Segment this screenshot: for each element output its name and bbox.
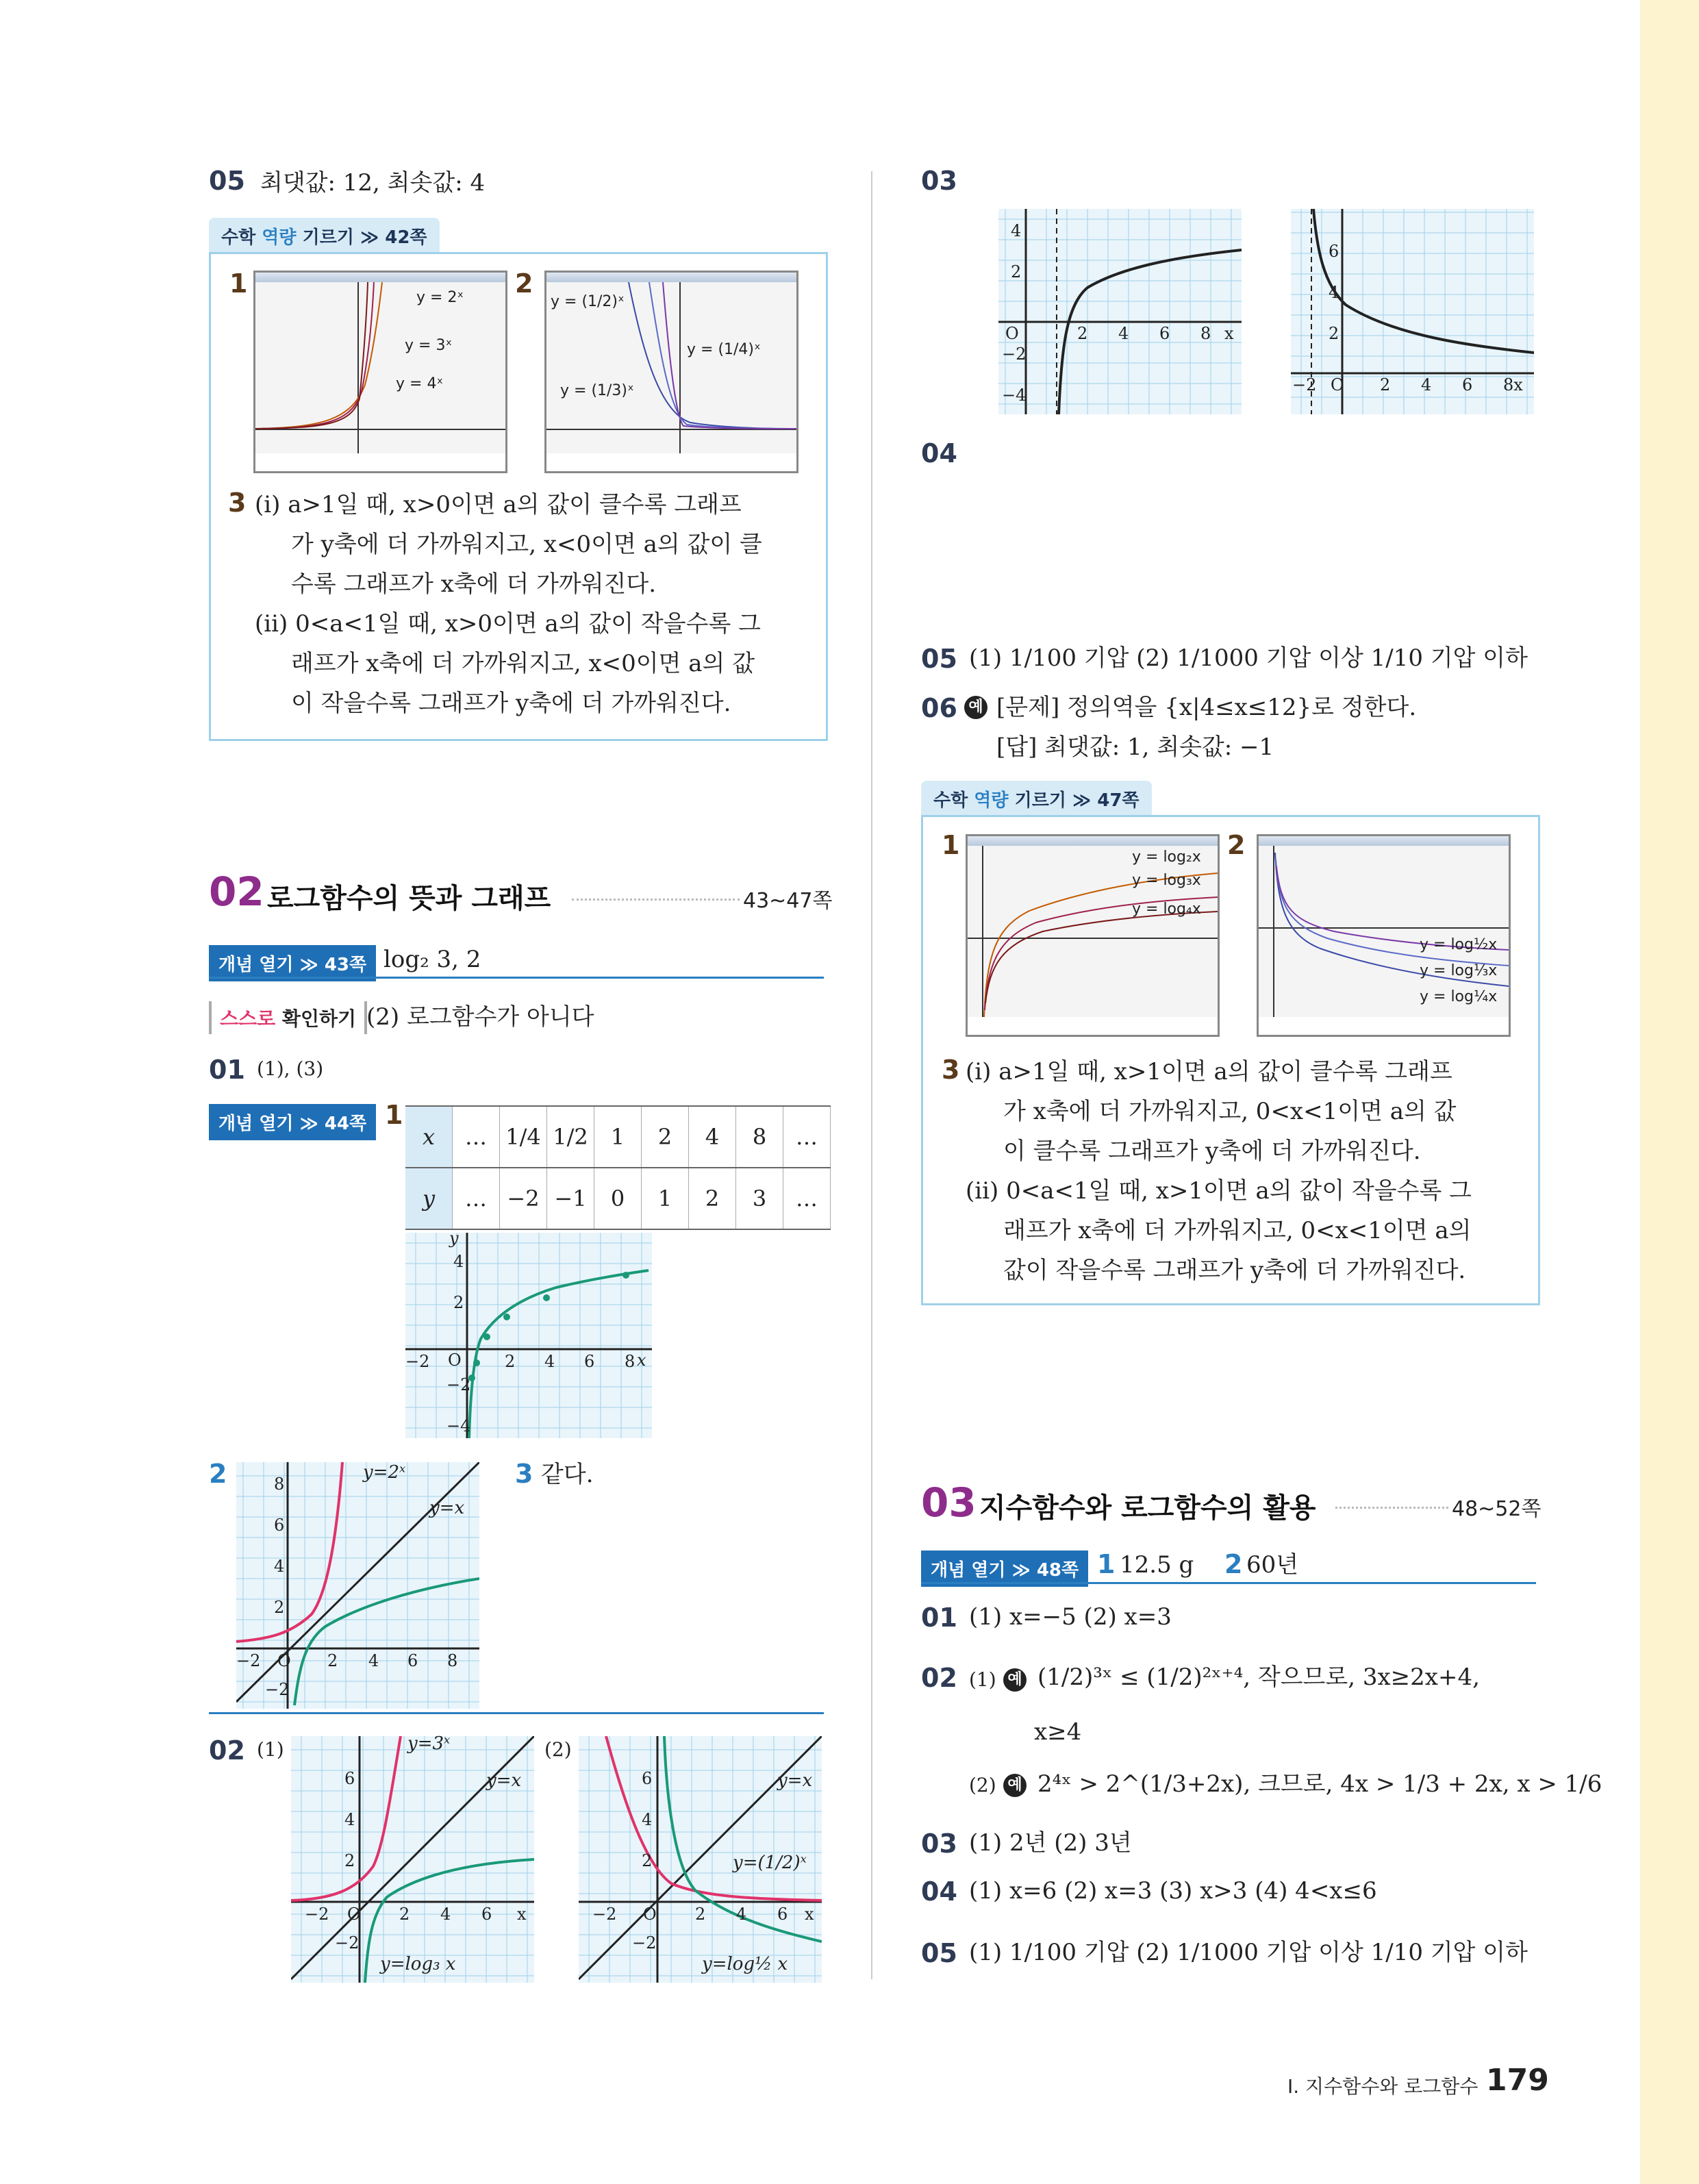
- value-table-x-cell: …: [783, 1106, 831, 1168]
- svg-text:6: 6: [344, 1769, 355, 1788]
- cap1-item3-line-2: 가 y축에 더 가까워지고, x<0이면 a의 값이 클: [291, 531, 762, 558]
- cap1-item3-line-1: (i) a>1일 때, x>0이면 a의 값이 클수록 그래프: [255, 491, 742, 518]
- svg-text:6: 6: [274, 1516, 285, 1535]
- log2-graph-origin: O: [448, 1351, 462, 1370]
- value-table-y-cell: −1: [547, 1168, 594, 1229]
- cap1-fig2-label-2: y = (1/4)ˣ: [687, 341, 761, 358]
- svg-text:4: 4: [1421, 375, 1432, 394]
- concept-48-a1-number: 1: [1097, 1549, 1116, 1579]
- svg-text:6: 6: [584, 1352, 595, 1371]
- svg-text:−2: −2: [335, 1933, 360, 1953]
- right-q06-number: 06: [921, 693, 957, 723]
- right-s3-q05-answer: (1) 1/100 기압 (2) 1/1000 기압 이상 1/10 기압 이하: [969, 1939, 1528, 1966]
- value-table-y-cell: −2: [500, 1168, 547, 1229]
- cap2-fig2-label-3: y = log¼x: [1420, 988, 1498, 1005]
- log2-graph-y-label: y: [449, 1229, 459, 1248]
- value-table-x-label: x: [405, 1106, 453, 1168]
- capacity-tag-42: 수학 역량 기르기 ≫ 42쪽: [209, 218, 440, 254]
- cap2-fig1-screenshot: [966, 834, 1220, 1037]
- q02-g1-line-label: y=x: [486, 1770, 522, 1791]
- value-table-x-cell: 8: [736, 1106, 783, 1168]
- cap2-item3-line-2: 가 x축에 더 가까워지고, 0<x<1이면 a의 값: [1003, 1098, 1457, 1125]
- value-table-y-cell: …: [453, 1168, 500, 1229]
- cap1-item3-line-6: 이 작을수록 그래프가 y축에 더 가까워진다.: [291, 690, 731, 717]
- right-s3-q02-part1: (1): [969, 1668, 996, 1691]
- svg-text:4: 4: [1329, 283, 1339, 302]
- cap1-item3-line-5: 래프가 x축에 더 가까워지고, x<0이면 a의 값: [291, 650, 755, 677]
- concept-tag-44: 개념 열기 ≫ 44쪽: [209, 1104, 376, 1140]
- self-check-answer: (2) 로그함수가 아니다: [366, 1003, 594, 1031]
- svg-text:2: 2: [642, 1851, 653, 1870]
- svg-text:8: 8: [274, 1474, 285, 1494]
- cap2-fig1-label-3: y = log₄x: [1132, 901, 1201, 918]
- svg-text:−2: −2: [1292, 375, 1317, 394]
- concept-43-answer: log₂ 3, 2: [383, 946, 481, 973]
- svg-text:−4: −4: [446, 1416, 471, 1435]
- cap1-fig2-label-1: y = (1/2)ˣ: [551, 293, 625, 310]
- graph2-line-label: y=x: [429, 1498, 465, 1518]
- section-02-title: 로그함수의 뜻과 그래프: [267, 883, 551, 914]
- concept-43-rule: [209, 977, 824, 979]
- svg-text:8: 8: [625, 1352, 635, 1371]
- svg-text:−2: −2: [632, 1933, 657, 1953]
- right-q06-line-2: [답] 최댓값: 1, 최솟값: −1: [996, 733, 1274, 761]
- right-q05-answer: (1) 1/100 기압 (2) 1/1000 기압 이상 1/10 기압 이하: [969, 644, 1528, 672]
- right-q06-example-badge: 예: [964, 696, 987, 719]
- left-q05-number: 05: [209, 166, 245, 196]
- svg-text:2: 2: [274, 1598, 285, 1617]
- right-s3-q04-number: 04: [921, 1877, 957, 1907]
- cap2-item3-line-1: (i) a>1일 때, x>1이면 a의 값이 클수록 그래프: [966, 1058, 1452, 1085]
- svg-text:x: x: [517, 1905, 527, 1924]
- value-table-y-label: y: [405, 1168, 453, 1229]
- capacity-tag-47: 수학 역량 기르기 ≫ 47쪽: [921, 781, 1152, 817]
- svg-text:−2: −2: [1002, 344, 1027, 364]
- svg-text:2: 2: [695, 1905, 706, 1924]
- right-s3-q05-number: 05: [921, 1938, 957, 1968]
- log2-graph: [405, 1229, 652, 1438]
- cap1-fig1-number: 1: [229, 268, 248, 299]
- self-check-tag: 스스로 확인하기: [209, 1001, 367, 1034]
- concept-44-item3-number: 3: [515, 1459, 533, 1489]
- cap1-fig2-number: 2: [515, 268, 533, 299]
- concept-tag-48: 개념 열기 ≫ 48쪽: [921, 1551, 1088, 1587]
- cap1-fig2-label-3: y = (1/3)ˣ: [560, 382, 634, 399]
- cap2-fig2-number: 2: [1227, 830, 1246, 860]
- svg-text:2: 2: [344, 1851, 355, 1870]
- side-band: [1640, 0, 1699, 2184]
- svg-text:2: 2: [1077, 324, 1088, 343]
- cap1-item3-line-4: (ii) 0<a<1일 때, x>0이면 a의 값이 작을수록 그: [255, 610, 761, 638]
- footer-page-number: 179: [1486, 2063, 1549, 2098]
- q02-g1-log-label: y=log₃ x: [380, 1954, 456, 1974]
- svg-text:2: 2: [399, 1905, 410, 1924]
- value-table-y-cell: 3: [736, 1168, 783, 1229]
- svg-text:8x: 8x: [1503, 375, 1523, 394]
- cap2-fig2-screenshot: [1257, 834, 1511, 1037]
- svg-text:−2: −2: [592, 1905, 617, 1924]
- log2-graph-x-label: x: [637, 1351, 646, 1370]
- concept-44-item1-number: 1: [385, 1100, 403, 1130]
- cap2-item3-line-6: 값이 작을수록 그래프가 y축에 더 가까워진다.: [1003, 1257, 1466, 1284]
- right-s3-q02-part2: (2): [969, 1774, 996, 1796]
- cap2-item3-line-5: 래프가 x축에 더 가까워지고, 0<x<1이면 a의: [1003, 1217, 1472, 1244]
- right-q06-line-1: [문제] 정의역을 {x|4≤x≤12}로 정한다.: [996, 694, 1417, 721]
- right-s3-q02-line-3: 2⁴ˣ > 2^(1/3+2x), 크므로, 4x > 1/3 + 2x, x > 1/6: [1037, 1770, 1602, 1798]
- section-03-pages: 48~52쪽: [1452, 1497, 1541, 1521]
- concept-48-a2-number: 2: [1224, 1549, 1243, 1579]
- svg-text:4: 4: [344, 1810, 355, 1829]
- cap1-item3-number: 3: [228, 488, 247, 518]
- footer-chapter: Ⅰ. 지수함수와 로그함수: [1287, 2075, 1478, 2098]
- value-table-x-cell: 4: [689, 1106, 736, 1168]
- svg-text:8: 8: [447, 1651, 458, 1670]
- svg-text:4: 4: [368, 1651, 379, 1670]
- concept-tag-43: 개념 열기 ≫ 43쪽: [209, 945, 376, 981]
- svg-text:4: 4: [736, 1905, 747, 1924]
- value-table-y-cell: 2: [689, 1168, 736, 1229]
- concept-48-a1: 12.5 g: [1120, 1551, 1194, 1579]
- value-table-y-cell: …: [783, 1168, 831, 1229]
- svg-text:−4: −4: [1002, 386, 1027, 405]
- right-s3-q01-number: 01: [921, 1603, 957, 1633]
- svg-text:−2: −2: [305, 1905, 329, 1924]
- svg-text:−2: −2: [405, 1352, 430, 1371]
- left-q01-number: 01: [209, 1055, 245, 1085]
- q02-graph-1: [291, 1733, 534, 1983]
- right-q04-number: 04: [921, 438, 957, 468]
- value-table-y-row: [405, 1168, 831, 1229]
- cap2-item3-line-3: 이 클수록 그래프가 y축에 더 가까워진다.: [1003, 1138, 1421, 1165]
- right-q05-number: 05: [921, 644, 957, 674]
- svg-text:2: 2: [505, 1352, 516, 1371]
- concept-44-item2-number: 2: [209, 1459, 227, 1489]
- svg-text:O: O: [1005, 324, 1019, 343]
- left-q02-number: 02: [209, 1735, 245, 1766]
- section-02-pages: 43~47쪽: [743, 889, 833, 913]
- svg-text:6: 6: [777, 1905, 788, 1924]
- column-divider: [871, 171, 872, 1979]
- svg-text:O: O: [1331, 375, 1344, 394]
- cap2-item3-number: 3: [942, 1055, 960, 1085]
- q02-g2-exp-label: y=(1/2)ˣ: [733, 1853, 807, 1873]
- svg-text:4: 4: [453, 1252, 464, 1271]
- q03-graph-1: [998, 209, 1242, 414]
- left-q05-text: 최댓값: 12, 최솟값: 4: [260, 169, 486, 197]
- right-s3-q02-line-2: x≥4: [1034, 1718, 1082, 1746]
- value-table: [405, 1105, 831, 1230]
- svg-text:6: 6: [1329, 242, 1339, 261]
- right-s3-q02-example-badge-2: 예: [1003, 1774, 1027, 1797]
- svg-text:2: 2: [453, 1293, 464, 1312]
- svg-text:4: 4: [544, 1352, 555, 1371]
- left-q01-answer: (1), (3): [257, 1057, 324, 1080]
- cap2-fig1-label-1: y = log₂x: [1132, 849, 1201, 866]
- q02-g2-line-label: y=x: [777, 1770, 813, 1791]
- concept-48-a2: 60년: [1246, 1551, 1299, 1579]
- section-02-number: 02: [209, 868, 264, 915]
- cap1-fig1-label-1: y = 2ˣ: [416, 289, 464, 306]
- value-table-x-cell: 1/2: [547, 1106, 594, 1168]
- section-02-leader: [572, 899, 740, 901]
- svg-text:4: 4: [274, 1557, 285, 1576]
- left-q02-part1: (1): [257, 1738, 284, 1761]
- value-table-x-row: [405, 1106, 831, 1168]
- value-table-y-cell: 1: [642, 1168, 689, 1229]
- q02-g2-log-label: y=log½ x: [702, 1954, 788, 1974]
- svg-text:2: 2: [1380, 375, 1391, 394]
- q02-g1-exp-label: y=3ˣ: [407, 1733, 451, 1754]
- svg-text:2: 2: [1329, 324, 1339, 343]
- graph2-exp-label: y=2ˣ: [363, 1462, 406, 1483]
- svg-text:2: 2: [1011, 262, 1022, 281]
- svg-text:x: x: [1224, 324, 1234, 343]
- cap2-fig2-label-1: y = log½x: [1420, 936, 1498, 953]
- right-s3-q04-answer: (1) x=6 (2) x=3 (3) x>3 (4) 4<x≤6: [969, 1877, 1377, 1905]
- concept-48-rule: [921, 1582, 1536, 1584]
- value-table-x-cell: 1/4: [500, 1106, 547, 1168]
- svg-text:−2: −2: [236, 1651, 261, 1670]
- q03-graph-2: [1291, 209, 1534, 414]
- cap2-item3-line-4: (ii) 0<a<1일 때, x>1이면 a의 값이 작을수록 그: [966, 1177, 1472, 1205]
- svg-text:8: 8: [1200, 324, 1211, 343]
- svg-text:2: 2: [327, 1651, 338, 1670]
- cap1-fig1-label-3: y = 4ˣ: [396, 375, 444, 392]
- svg-text:6: 6: [1462, 375, 1473, 394]
- value-table-x-cell: 2: [642, 1106, 689, 1168]
- svg-text:−2: −2: [446, 1375, 471, 1394]
- right-s3-q02-example-badge: 예: [1003, 1668, 1027, 1692]
- concept-44-item3-answer: 같다.: [541, 1461, 594, 1488]
- section-03-leader: [1335, 1507, 1448, 1509]
- left-q02-part2: (2): [544, 1738, 572, 1761]
- inverse-graph-2: [236, 1462, 479, 1709]
- right-s3-q01-answer: (1) x=−5 (2) x=3: [969, 1603, 1172, 1631]
- value-table-x-cell: …: [453, 1106, 500, 1168]
- right-s3-q02-number: 02: [921, 1663, 957, 1693]
- svg-text:O: O: [347, 1905, 361, 1924]
- svg-text:4: 4: [440, 1905, 451, 1924]
- right-s3-q02-line-1: (1/2)³ˣ ≤ (1/2)²ˣ⁺⁴, 작으므로, 3x≥2x+4,: [1037, 1664, 1480, 1691]
- right-s3-q03-answer: (1) 2년 (2) 3년: [969, 1829, 1132, 1857]
- cap2-fig2-label-2: y = log⅓x: [1420, 962, 1498, 979]
- svg-text:6: 6: [642, 1769, 653, 1788]
- cap1-fig1-screenshot: [253, 271, 507, 473]
- svg-text:6: 6: [1159, 324, 1170, 343]
- value-table-y-cell: 0: [594, 1168, 642, 1229]
- cap1-item3-line-3: 수록 그래프가 x축에 더 가까워진다.: [291, 570, 657, 598]
- right-s3-q03-number: 03: [921, 1829, 957, 1859]
- cap2-fig1-number: 1: [942, 830, 960, 860]
- svg-text:6: 6: [407, 1651, 418, 1670]
- svg-text:4: 4: [1011, 221, 1022, 240]
- svg-text:−2: −2: [265, 1680, 290, 1699]
- value-table-x-cell: 1: [594, 1106, 642, 1168]
- section-03-title: 지수함수와 로그함수의 활용: [979, 1492, 1316, 1524]
- svg-text:6: 6: [481, 1905, 492, 1924]
- concept-44-rule: [209, 1712, 824, 1714]
- cap1-fig2-screenshot: [544, 271, 798, 473]
- cap2-fig1-label-2: y = log₃x: [1132, 872, 1201, 889]
- svg-text:O: O: [643, 1905, 657, 1924]
- section-03-number: 03: [921, 1479, 977, 1526]
- svg-text:O: O: [277, 1651, 291, 1670]
- svg-text:4: 4: [642, 1810, 653, 1829]
- svg-text:x: x: [805, 1905, 814, 1924]
- right-q03-number: 03: [921, 166, 957, 196]
- cap1-fig1-label-2: y = 3ˣ: [405, 337, 453, 354]
- q02-graph-2: [579, 1736, 822, 1983]
- svg-text:4: 4: [1118, 324, 1129, 343]
